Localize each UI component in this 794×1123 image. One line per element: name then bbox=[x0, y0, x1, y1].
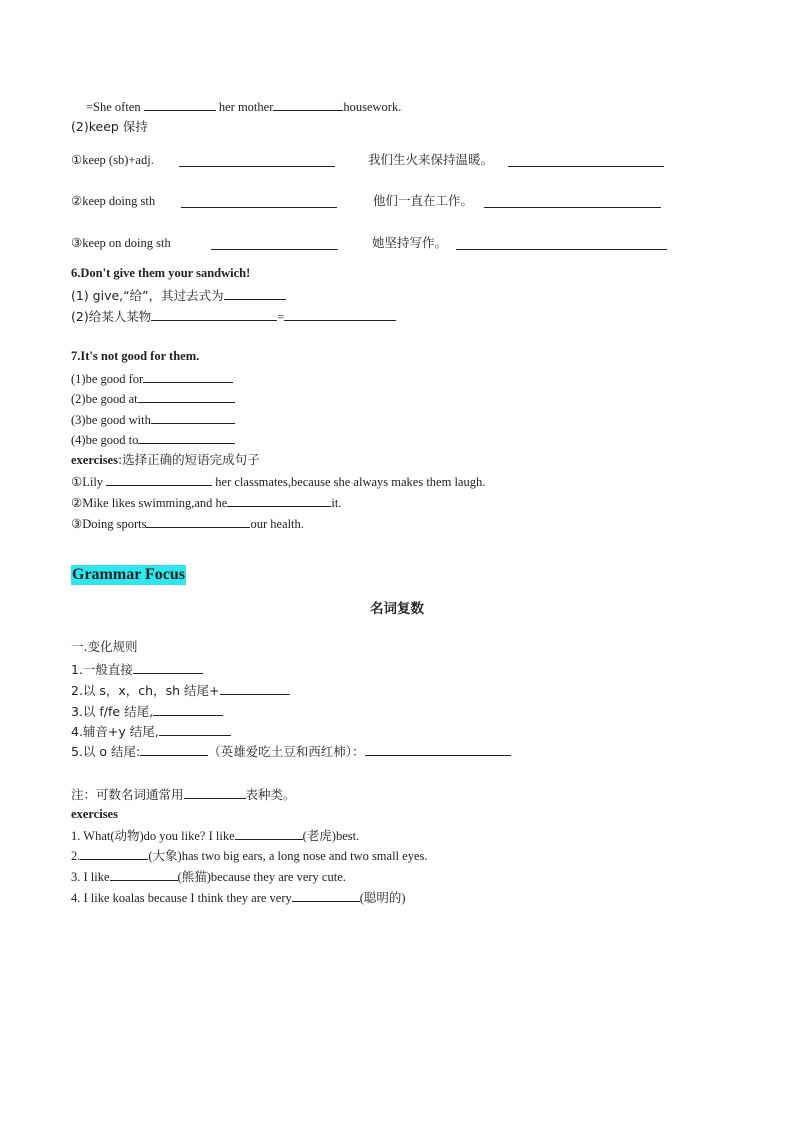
section7-title: 7.It's not good for them. bbox=[71, 349, 200, 363]
text: (2)给某人某物 bbox=[71, 309, 152, 324]
blank[interactable] bbox=[133, 661, 203, 674]
text: 1.一般直接 bbox=[71, 662, 133, 677]
be-good-to-line bbox=[71, 431, 235, 448]
blank[interactable] bbox=[484, 195, 661, 208]
blank[interactable] bbox=[146, 515, 250, 528]
note-line bbox=[71, 786, 296, 803]
blank[interactable] bbox=[273, 98, 343, 111]
exercise-7-3 bbox=[71, 515, 304, 532]
text: ①keep (sb)+adj. bbox=[71, 153, 154, 167]
text: (聪明的) bbox=[359, 891, 406, 905]
text: :选择正确的短语完成句子 bbox=[117, 452, 260, 467]
text: housework. bbox=[343, 100, 402, 114]
text: (大象)has two big ears, a long nose and two small eyes. bbox=[148, 849, 428, 863]
text: 5.以 o 结尾: bbox=[71, 744, 141, 759]
text: ①Lily bbox=[71, 475, 107, 489]
text: ②keep doing sth bbox=[71, 194, 156, 208]
blank[interactable] bbox=[153, 703, 223, 716]
blank[interactable] bbox=[179, 154, 335, 167]
exercises-7-heading bbox=[71, 452, 260, 468]
rule-4 bbox=[71, 723, 231, 740]
blank[interactable] bbox=[151, 411, 235, 424]
text: 注：可数名词通常用 bbox=[71, 787, 184, 802]
blank[interactable] bbox=[227, 494, 331, 507]
give-past-line bbox=[71, 287, 286, 304]
text: (1) give,“给”，其过去式为 bbox=[71, 288, 224, 303]
blank[interactable] bbox=[184, 786, 246, 799]
blank[interactable] bbox=[138, 431, 235, 444]
be-good-with-line bbox=[71, 411, 235, 428]
blank[interactable] bbox=[508, 154, 664, 167]
keep-item-1-zh bbox=[368, 152, 493, 168]
plural-nouns-subtitle: 名词复数 bbox=[370, 601, 424, 617]
text: (熊猫)because they are very cute. bbox=[177, 870, 346, 884]
text: 她坚持写作。 bbox=[372, 235, 448, 250]
grammar-exercise-4 bbox=[71, 889, 406, 906]
be-good-at-line bbox=[71, 390, 235, 407]
keep-item-1 bbox=[71, 152, 154, 168]
text: =She often bbox=[86, 100, 144, 114]
section6-title: 6.Don't give them your sandwich! bbox=[71, 266, 251, 280]
keep-item-2-zh bbox=[373, 193, 473, 209]
blank[interactable] bbox=[110, 868, 178, 881]
text: her mother bbox=[215, 100, 274, 114]
text: exercises bbox=[71, 453, 118, 467]
text: 他们一直在工作。 bbox=[373, 193, 474, 208]
blank[interactable] bbox=[224, 287, 286, 300]
blank[interactable] bbox=[365, 743, 511, 756]
text: （英雄爱吃土豆和西红柿）： bbox=[208, 744, 365, 759]
text: ②Mike likes swimming,and he bbox=[71, 496, 228, 510]
rule-1 bbox=[71, 661, 203, 678]
text: = bbox=[277, 310, 285, 324]
blank[interactable] bbox=[144, 98, 216, 111]
blank[interactable] bbox=[159, 723, 231, 736]
text: 4. I like koalas because I think they are very bbox=[71, 891, 292, 905]
keep-item-3 bbox=[71, 235, 171, 251]
blank[interactable] bbox=[140, 743, 208, 756]
exercise-7-2 bbox=[71, 494, 341, 511]
text: (老虎)best. bbox=[302, 829, 360, 843]
blank[interactable] bbox=[220, 682, 290, 695]
blank[interactable] bbox=[181, 195, 337, 208]
blank[interactable] bbox=[138, 390, 235, 403]
often-help-line bbox=[86, 98, 401, 115]
blank[interactable] bbox=[284, 308, 396, 321]
text: (2)be good at bbox=[71, 392, 138, 406]
rule-3 bbox=[71, 703, 223, 720]
exercise-7-1 bbox=[71, 473, 485, 490]
text: 4.辅音+y 结尾, bbox=[71, 724, 159, 739]
text: our health. bbox=[250, 517, 304, 531]
grammar-exercise-2 bbox=[71, 847, 427, 864]
blank[interactable] bbox=[143, 370, 233, 383]
keep-item-2 bbox=[71, 193, 155, 209]
text: (1)be good for bbox=[71, 372, 144, 386]
rule-2 bbox=[71, 682, 290, 699]
rule-5 bbox=[71, 743, 511, 760]
text: 表种类。 bbox=[245, 787, 296, 802]
text: 1. What(动物)do you like? I like bbox=[71, 829, 235, 843]
give-sb-sth-line bbox=[71, 308, 396, 325]
text: (3)be good with bbox=[71, 413, 151, 427]
text: 2. bbox=[71, 849, 81, 863]
blank[interactable] bbox=[456, 237, 667, 250]
text: 3.以 f/fe 结尾, bbox=[71, 704, 154, 719]
grammar-exercise-3 bbox=[71, 868, 346, 885]
keep-item-3-zh bbox=[372, 235, 447, 251]
text: it. bbox=[331, 496, 342, 510]
grammar-focus-title: Grammar Focus bbox=[72, 566, 186, 583]
text: her classmates,because she always makes them laugh. bbox=[212, 475, 486, 489]
text: 2.以 s，x，ch，sh 结尾+ bbox=[71, 683, 220, 698]
text: ③keep on doing sth bbox=[71, 236, 171, 250]
text: 3. I like bbox=[71, 870, 110, 884]
blank[interactable] bbox=[235, 827, 303, 840]
keep-heading: (2)keep 保持 bbox=[71, 119, 148, 134]
text: 我们生火来保持温暖。 bbox=[368, 152, 494, 167]
text: (4)be good to bbox=[71, 433, 139, 447]
text: ③Doing sports bbox=[71, 517, 147, 531]
be-good-for-line bbox=[71, 370, 233, 387]
blank[interactable] bbox=[292, 889, 360, 902]
blank[interactable] bbox=[80, 847, 148, 860]
exercises-grammar-heading: exercises bbox=[71, 807, 118, 821]
rules-title: 一.变化规则 bbox=[71, 639, 138, 654]
blank[interactable] bbox=[106, 473, 212, 486]
blank[interactable] bbox=[151, 308, 277, 321]
grammar-exercise-1 bbox=[71, 827, 359, 844]
blank[interactable] bbox=[211, 237, 338, 250]
